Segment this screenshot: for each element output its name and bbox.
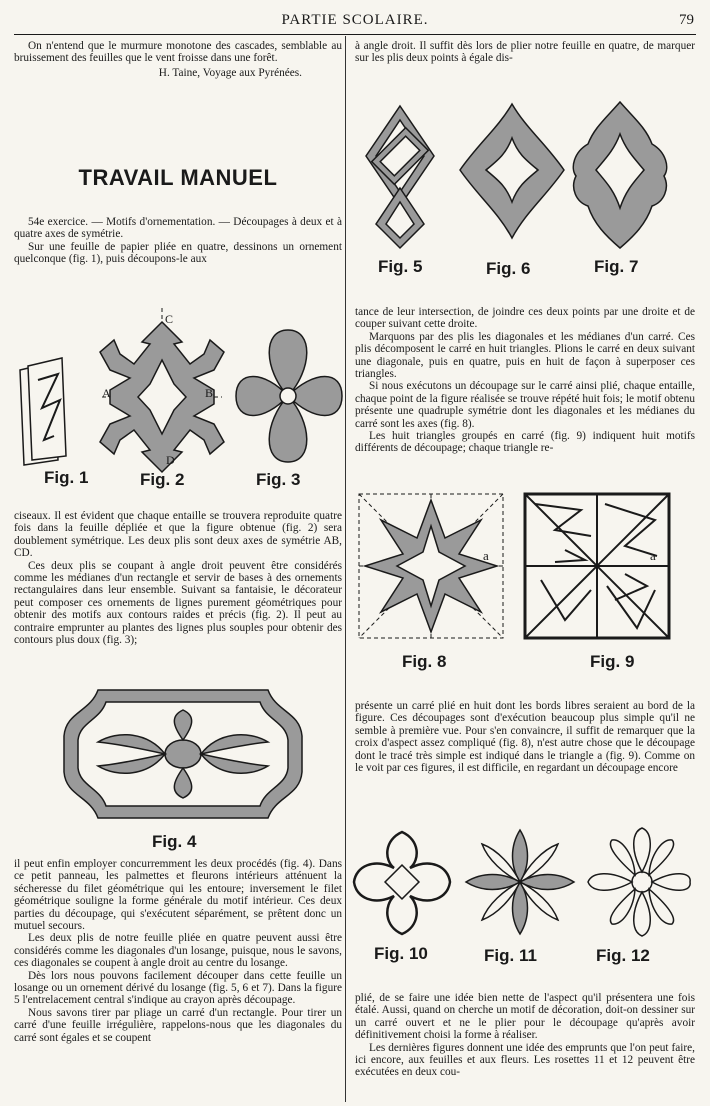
fig1-drawing (20, 358, 66, 465)
right-bottom-text (355, 992, 695, 1079)
right-lower-text (355, 700, 695, 774)
figure-4 (58, 682, 308, 827)
paragraph-triangles: Les huit triangles groupés en carré (fig. 9) indiquent huit motifs différents de découpage; chaque triangle re- (355, 430, 695, 455)
fig8-drawing (359, 494, 503, 638)
paragraph-eightfold: Si nous exécutons un découpage sur le carré ainsi plié, chaque entaille, chaque point de la figure réalisée se trouve répété huit fois; le motif obtenu présente une quadruple symétrie dont les diagonales et les médianes du carré sont les axes (fig. 8). (355, 380, 695, 430)
figures-8-9 (355, 490, 695, 650)
axis-label-c: C (165, 312, 174, 326)
caption-fig5: Fig. 5 (378, 257, 423, 276)
quote-signature: H. Taine, Voyage aux Pyrénées. (158, 66, 302, 79)
caption-fig12: Fig. 12 (596, 946, 650, 965)
left-intro (14, 216, 342, 266)
fig7-drawing (573, 102, 666, 248)
axis-label-b: B (205, 386, 214, 400)
fig6-drawing (460, 104, 564, 238)
running-title: PARTIE SCOLAIRE. (281, 12, 429, 28)
caption-fig7: Fig. 7 (594, 257, 639, 276)
fig12-drawing (588, 828, 690, 936)
figures-10-12 (350, 826, 695, 946)
paragraph-losange: Les deux plis de notre feuille pliée en quatre peuvent aussi être considérés comme les diagonales d'un losange, puisque, nous le savons, ces diagonales se coupent à angle droit au centre du losange. (14, 932, 342, 970)
paragraph-panel: il peut enfin employer concurremment les deux procédés (fig. 4). Dans ce petit panneau, les palmettes et fleurons intérieurs atténuent la sécheresse du filet géométrique qui les entoure; inversement le filet géométrique souligne la forme générale du motif intérieur. Ces deux parties du découpage, qui s'exécutent séparément, se prêtent donc un mutuel secours. (14, 858, 342, 933)
paragraph-fig5-7: Dès lors nous pouvons facilement découper dans cette feuille un losange ou un ornement dérivé du losange (fig. 5, 6 et 7). Dans la figure 5 l'entrelacement central s'indique au crayon après découpage. (14, 969, 342, 1007)
caption-fig2: Fig. 2 (140, 470, 185, 489)
paragraph-rectangle: Ces deux plis se coupant à angle droit peuvent être considérés comme les médianes d'un rectangle et servir de bases à des ornements rectangulaires dans leur ensemble. Suivant sa fantaisie, le décorateur peut composer ces ornements de lignes purement géométriques pour obtenir des motifs aux contours raides et précis (fig. 2). Il peut au contraire emprunter au plantes des lignes plus souples pour obtenir des contours plus doux (fig. 3); (14, 559, 342, 647)
exercise-title: 54e exercice. — Motifs d'ornementation. — Découpages à deux et à quatre axes de symétrie. (14, 216, 342, 241)
caption-fig6: Fig. 6 (486, 259, 531, 278)
left-mid-text (14, 510, 342, 646)
caption-fig11: Fig. 11 (484, 946, 537, 965)
section-heading: TRAVAIL MANUEL (78, 165, 278, 190)
caption-fig3: Fig. 3 (256, 470, 301, 489)
fig3-drawing (236, 330, 342, 462)
right-top-text (355, 40, 695, 65)
fig9-drawing (525, 494, 669, 638)
intro-paragraph: Sur une feuille de papier pliée en quatre, dessinons un ornement quelconque (fig. 1), puis découpons-le aux (14, 240, 342, 266)
caption-fig8: Fig. 8 (402, 652, 447, 671)
fig11-drawing (466, 830, 574, 934)
axis-label-d: D (166, 453, 175, 467)
right-mid-text (355, 306, 695, 455)
paragraph-continue-2: tance de leur intersection, de joindre ces deux points par une droite et de couper suivant cette droite. (355, 306, 695, 331)
caption-fig4: Fig. 4 (152, 832, 197, 851)
left-column-top (14, 40, 342, 79)
page-header (14, 10, 696, 35)
fig5-drawing (366, 106, 434, 248)
axis-label-a: A (102, 386, 111, 400)
caption-fig9: Fig. 9 (590, 652, 635, 671)
left-bottom-text (14, 858, 342, 1044)
paragraph-folded-square: présente un carré plié en huit dont les bords libres seraient au bord de la figure. Ces découpages sont d'exécution beaucoup plus simple qu'il ne semble à première vue. Pour s'en convaincre, il suffit de remarquer que la croix d'aspect assez compliqué (fig. 8), n'est autre chose que le découpage dont le tracé très simple est indiqué dans le triangle a (fig. 9). Comme on le voit par ces figures, il est difficile, en regardant un découpage encore (355, 700, 695, 775)
paragraph-folds: Marquons par des plis les diagonales et les médianes d'un carré. Ces plis décomposent le carré en huit triangles. Plions le carré en deux suivant une diagonale, puis en quatre, puis en huit de façon à superposer ces triangles. (355, 330, 695, 381)
triangle-label-fig9: a (650, 548, 656, 563)
triangle-label-fig8: a (483, 548, 489, 563)
caption-fig1: Fig. 1 (44, 468, 89, 487)
paragraph-continue-1: à angle droit. Il suffit dès lors de plier notre feuille en quatre, de marquer sur les plis deux points à égale dis- (355, 40, 695, 65)
fig10-drawing (354, 832, 450, 934)
figures-5-7 (350, 98, 695, 258)
column-divider (345, 36, 346, 1102)
paragraph-square: Nous savons tirer par pliage un carré d'un rectangle. Pour tirer un carré d'une feuille irrégulière, rappelons-nous que les diagonales du carré sont égales et se coupent (14, 1006, 342, 1044)
paragraph-fig2: ciseaux. Il est évident que chaque entaille se trouvera reproduite quatre fois dans la feuille dépliée et que la figure obtenue (fig. 2) sera doublement symétrique. Les deux plis sont deux axes de symétrie AB, CD. (14, 510, 342, 560)
quote-paragraph: On n'entend que le murmure monotone des cascades, semblable au bruissement des feuilles que le vent froisse dans une forêt. (14, 40, 342, 65)
page-number: 79 (679, 12, 694, 28)
paragraph-unfolded: plié, de se faire une idée bien nette de l'aspect qu'il présentera une fois étalé. Aussi, quand on cherche un motif de décoration, doit-on dessiner sur un carré ouvert et ne le plier pour le découpage qu'après avoir définitivement choisi la forme à réaliser. (355, 992, 695, 1042)
caption-fig10: Fig. 10 (374, 944, 428, 963)
paragraph-rosettes: Les dernières figures donnent une idée des emprunts que l'on peut faire, ici encore, aux feuilles et aux fleurs. Les rosettes 11 et 12 peuvent être exécutées en deux cou- (355, 1041, 695, 1079)
